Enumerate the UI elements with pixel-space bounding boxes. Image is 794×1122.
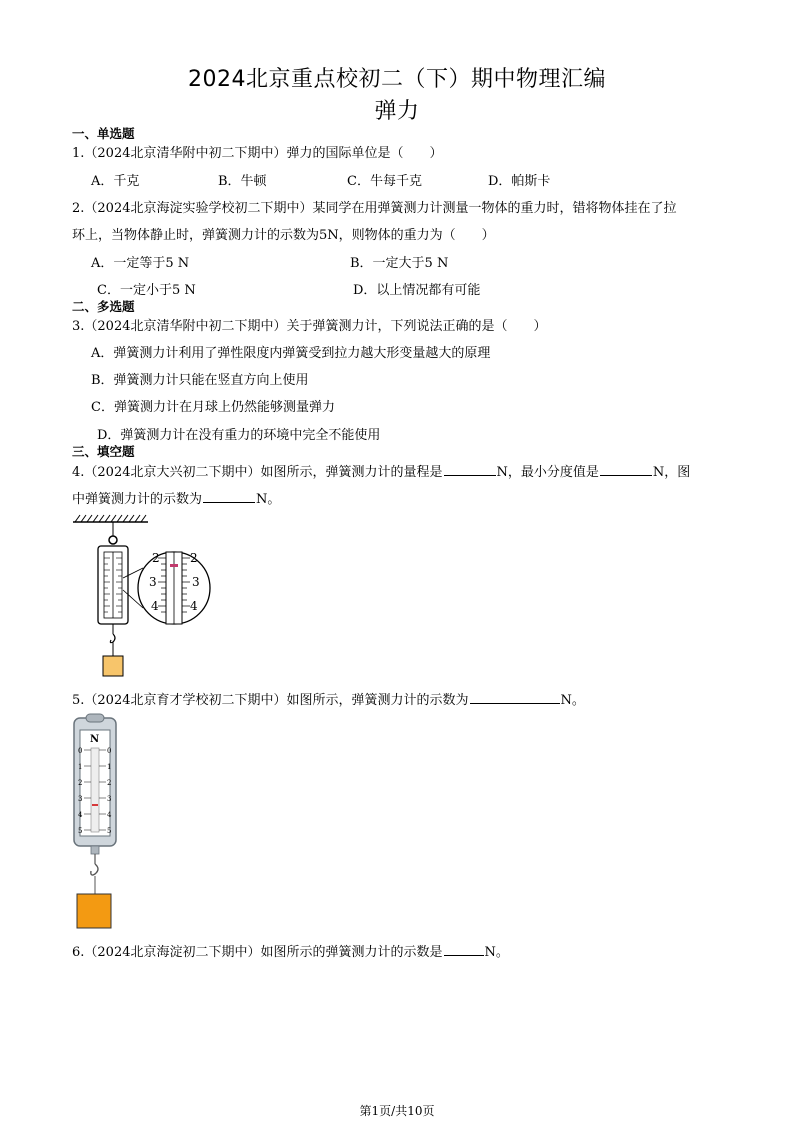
scale-label-5-right: 5: [107, 827, 112, 835]
q2-option-c: C．一定小于5 N: [97, 283, 196, 298]
scale-label-4-right: 4: [107, 811, 112, 819]
question-1-stem: 1.（2024北京清华附中初二下期中）弹力的国际单位是（ ）: [72, 146, 443, 161]
q1-option-a: A．千克: [91, 174, 140, 189]
q3-option-c: C．弹簧测力计在月球上仍然能够测量弹力: [91, 400, 335, 415]
ceiling-hatch: [73, 515, 148, 522]
pointer-mark: [170, 564, 178, 567]
page-subtitle: 弹力: [374, 99, 420, 124]
question-2-stem-line2: 环上，当物体静止时，弹簧测力计的示数为5N，则物体的重力为（ ）: [72, 228, 495, 243]
q6-text-part2: N。: [484, 945, 509, 960]
question-5-line: [72, 689, 585, 708]
hook-icon: [91, 864, 98, 875]
scale-label-0-right: 0: [107, 747, 112, 755]
section-heading-single: 一、单选题: [72, 126, 135, 141]
question-6-line: [72, 941, 509, 960]
page-number: 第1页/共10页: [359, 1104, 435, 1118]
q3-option-a: A．弹簧测力计利用了弹性限度内弹簧受到拉力越大形变量越大的原理: [91, 346, 491, 361]
question-4-line1: [72, 461, 690, 480]
q6-blank-reading[interactable]: [444, 943, 484, 956]
q5-text-part1: 5.（2024北京育才学校初二下期中）如图所示，弹簧测力计的示数为: [72, 693, 469, 708]
q4-blank-reading[interactable]: [203, 490, 255, 503]
q4-text-part1: 4.（2024北京大兴初二下期中）如图所示，弹簧测力计的量程是: [72, 465, 443, 480]
q5-blank-reading[interactable]: [470, 691, 560, 704]
scale-label-2: 2: [78, 779, 83, 787]
scale-label-1-right: 1: [107, 763, 112, 771]
q1-option-c: C．牛每千克: [347, 174, 422, 189]
q4-blank-division[interactable]: [600, 463, 652, 476]
q4-text-part3: N，图: [652, 465, 691, 480]
zoom-label-right-3: 3: [192, 575, 200, 589]
zoom-label-right-2: 2: [190, 551, 198, 565]
q3-option-d: D．弹簧测力计在没有重力的环境中完全不能使用: [97, 428, 381, 443]
q1-option-b: B．牛顿: [218, 174, 267, 189]
weight-block: [103, 656, 123, 676]
pointer-mark: [92, 804, 98, 806]
page-title: 2024北京重点校初二（下）期中物理汇编: [188, 67, 606, 92]
ring-icon: [109, 536, 117, 544]
q2-option-d: D．以上情况都有可能: [353, 283, 481, 298]
section-heading-fill: 三、填空题: [72, 444, 135, 459]
scale-unit-label: N: [90, 734, 100, 745]
scale-label-4: 4: [78, 811, 83, 819]
zoom-label-left-3: 3: [149, 575, 157, 589]
scale-label-3-right: 3: [107, 795, 112, 803]
hook-icon: [110, 634, 115, 643]
zoom-label-left-4: 4: [151, 599, 159, 613]
scale-label-1: 1: [78, 763, 83, 771]
scale-label-0: 0: [78, 747, 83, 755]
q5-text-part2: N。: [560, 693, 585, 708]
weight-block: [77, 894, 111, 928]
q6-text-part1: 6.（2024北京海淀初二下期中）如图所示的弹簧测力计的示数是: [72, 945, 443, 960]
q2-option-a: A．一定等于5 N: [91, 256, 190, 271]
q4-text-part2: N，最小分度值是: [496, 465, 599, 480]
section-heading-multi: 二、多选题: [72, 299, 135, 314]
scale-label-3: 3: [78, 795, 83, 803]
q4-text-line2a: 中弹簧测力计的示数为: [72, 492, 203, 507]
zoom-label-right-4: 4: [190, 599, 198, 613]
question-2-stem-line1: 2.（2024北京海淀实验学校初二下期中）某同学在用弹簧测力计测量一物体的重力时，错将物体挂在了拉: [72, 201, 677, 216]
q4-text-line2b: N。: [256, 492, 281, 507]
q3-option-b: B．弹簧测力计只能在竖直方向上使用: [91, 373, 309, 388]
zoom-label-left-2: 2: [152, 551, 160, 565]
q4-blank-range[interactable]: [444, 463, 496, 476]
question-3-stem: 3.（2024北京清华附中初二下期中）关于弹簧测力计，下列说法正确的是（ ）: [72, 319, 547, 334]
scale-label-2-right: 2: [107, 779, 112, 787]
question-4-line2: [72, 488, 280, 507]
q1-option-d: D．帕斯卡: [488, 174, 551, 189]
q2-option-b: B．一定大于5 N: [350, 256, 449, 271]
q5-spring-scale-figure: [66, 712, 122, 932]
scale-label-5: 5: [78, 827, 83, 835]
q4-spring-scale-figure: [68, 508, 218, 683]
